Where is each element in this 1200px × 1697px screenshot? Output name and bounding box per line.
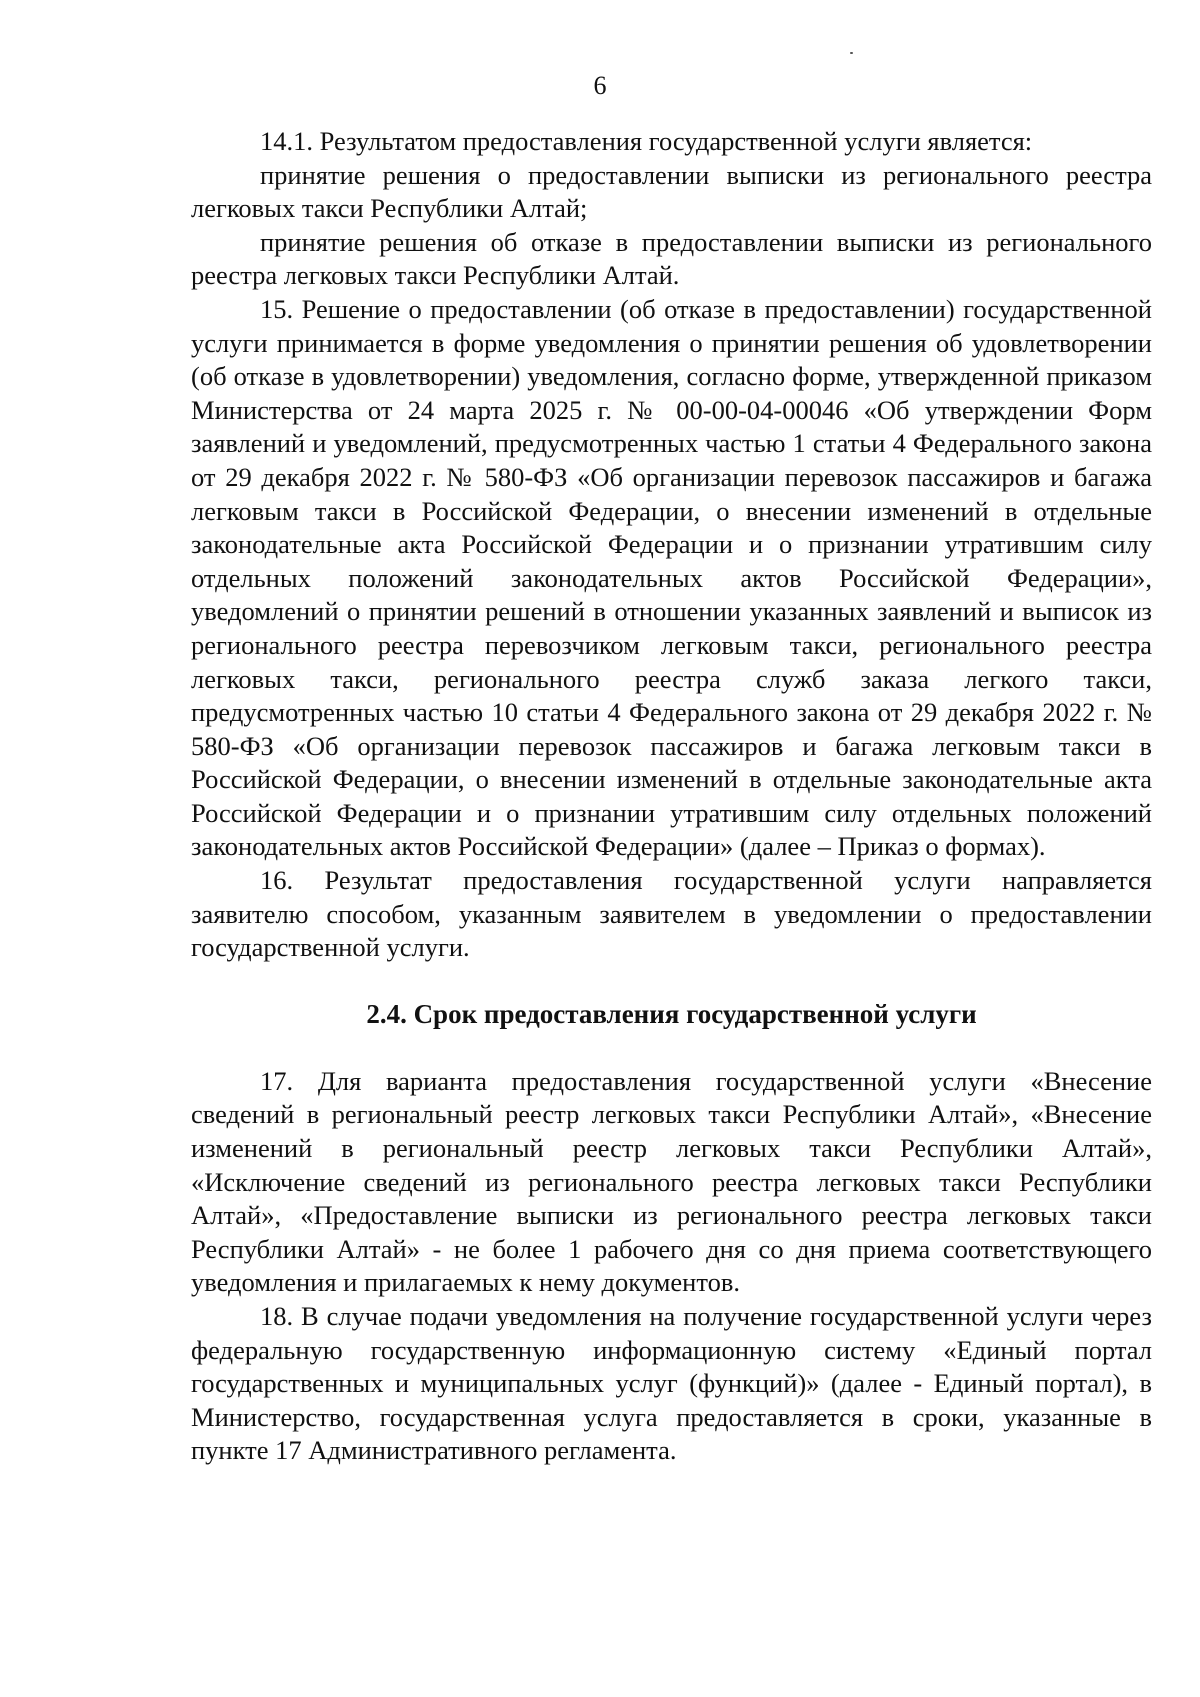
paragraph-14-1: 14.1. Результатом предоставления государственной услуги является:	[260, 126, 1033, 156]
section-heading: 2.4. Срок предоставления государственной услуги	[366, 998, 977, 1029]
paragraph-14-1-option-1: принятие решения о предоставлении выписки из регионального реестра легковых такси Республики Алтай;	[191, 159, 1152, 224]
document-body	[191, 125, 1152, 1468]
paragraph-16: 16. Результат предоставления государственной услуги направляется заявителю способом, указанным заявителем в уведомлении о предоставлении государственной услуги.	[191, 865, 1152, 963]
paragraph-14-1-option-2: принятие решения об отказе в предоставлении выписки из регионального реестра легковых такси Республики Алтай.	[191, 226, 1152, 291]
scan-speck	[850, 52, 853, 54]
paragraph-15: 15. Решение о предоставлении (об отказе в предоставлении) государственной услуги принимается в форме уведомления о принятии решения об удовлетворении (об отказе в удовлетворении) уведомления, согласно форме, утвержденной приказом Министерства от 24 марта 2025 г. № 00-00-04-00046 «Об утверждении Форм заявлений и уведомлений, предусмотренных частью 1 статьи 4 Федерального закона от 29 декабря 2022 г. № 580-ФЗ «Об организации перевозок пассажиров и багажа легковым такси в Российской Федерации, о внесении изменений в отдельные законодательные акта Российской Федерации и о признании утратившим силу отдельных положений законодательных актов Российской Федерации», уведомлений о принятии решений в отношении указанных заявлений и выписок из регионального реестра перевозчиком легковым такси, регионального реестра легковых такси, регионального реестра служб заказа легкого такси, предусмотренных частью 10 статьи 4 Федерального закона от 29 декабря 2022 г. № 580-ФЗ «Об организации перевозок пассажиров и багажа легковым такси в Российской Федерации, о внесении изменений в отдельные законодательные акта Российской Федерации и о признании утратившим силу отдельных положений законодательных актов Российской Федерации» (далее – Приказ о формах).	[191, 293, 1152, 862]
paragraph-17: 17. Для варианта предоставления государственной услуги «Внесение сведений в региональный реестр легковых такси Республики Алтай», «Внесение изменений в региональный реестр легковых такси Республики Алтай», «Исключение сведений из регионального реестра легковых такси Республики Алтай», «Предоставление выписки из регионального реестра легковых такси Республики Алтай» - не более 1 рабочего дня со дня приема соответствующего уведомления и прилагаемых к нему документов.	[191, 1065, 1152, 1298]
page-number: 6	[593, 71, 607, 100]
paragraph-18: 18. В случае подачи уведомления на получение государственной услуги через федеральную государственную информационную систему «Единый портал государственных и муниципальных услуг (функций)» (далее - Единый портал), в Министерство, государственная услуга предоставляется в сроки, указанные в пункте 17 Административного регламента.	[191, 1301, 1152, 1466]
